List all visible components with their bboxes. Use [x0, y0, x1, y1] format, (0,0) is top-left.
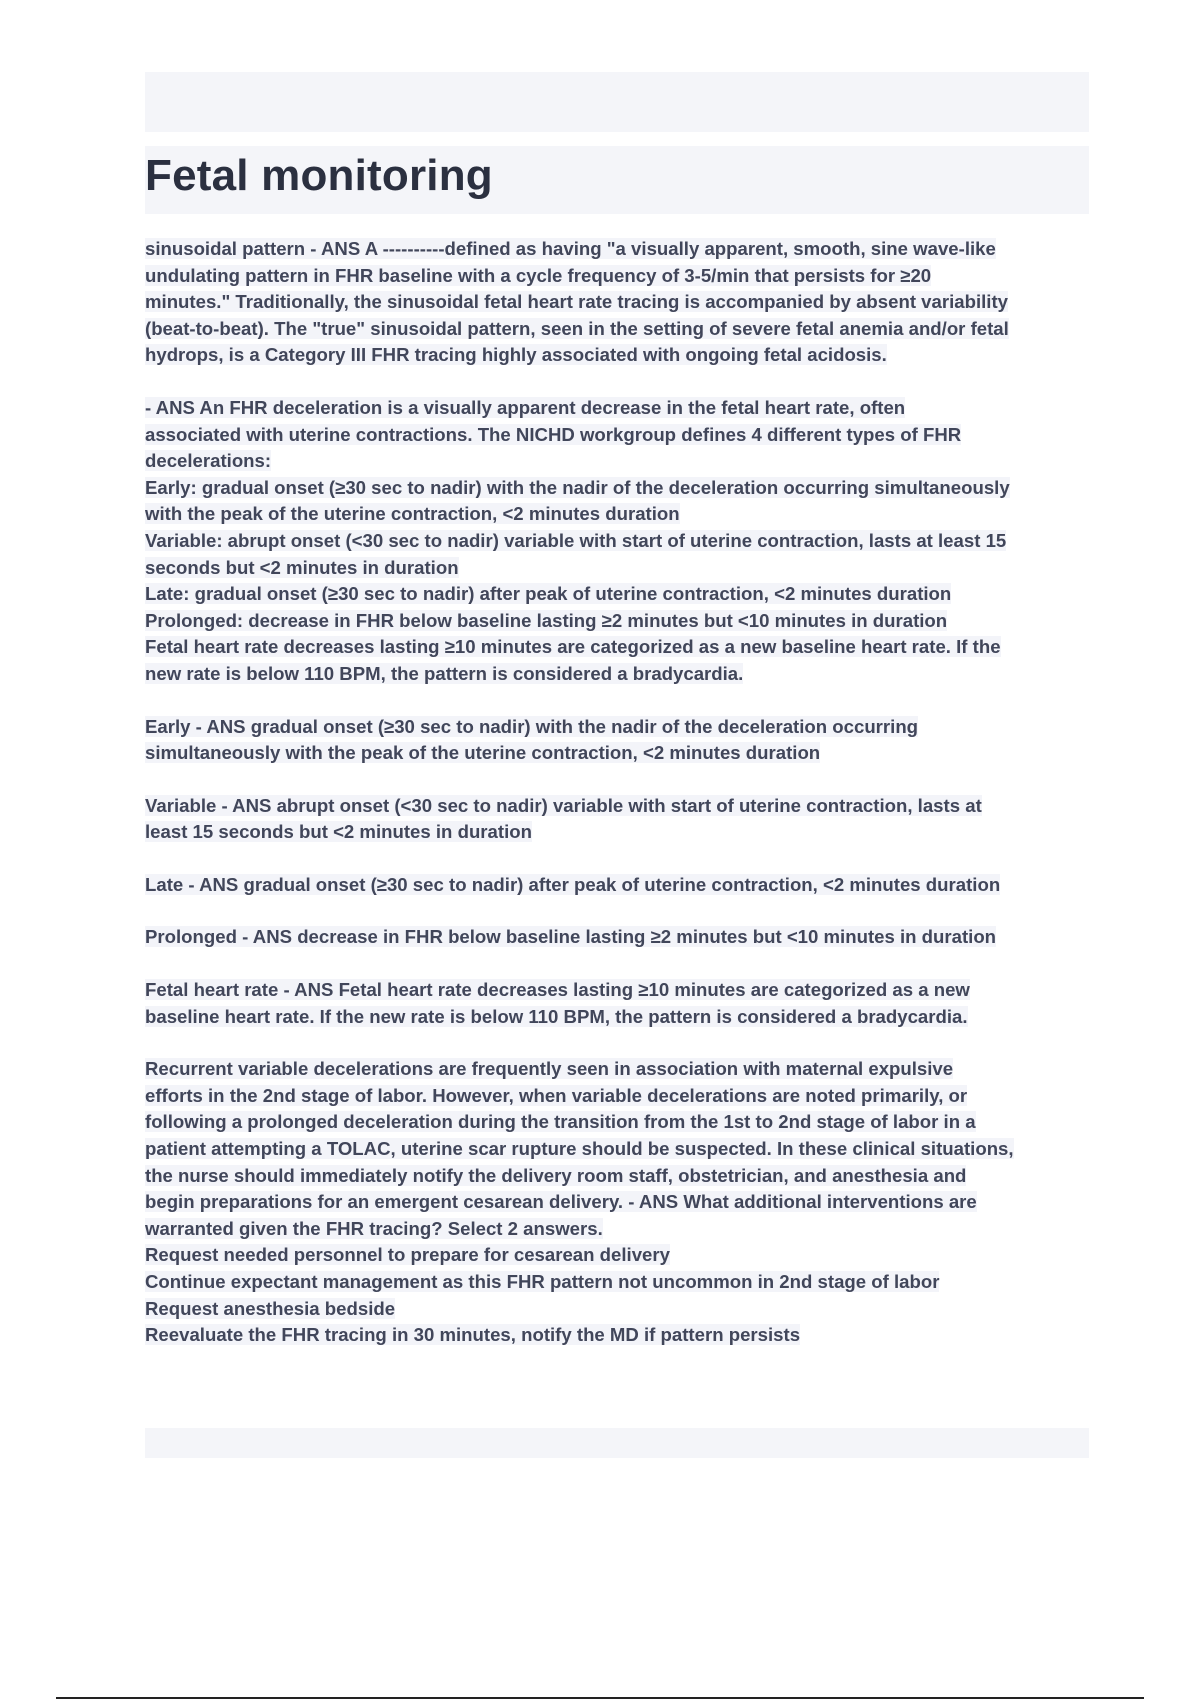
text-line [145, 1136, 1095, 1163]
text-line-content: baseline heart rate. If the new rate is below 110 BPM, the pattern is considered a bradycardia. [145, 1005, 968, 1027]
text-line-content: Prolonged - ANS decrease in FHR below baseline lasting ≥2 minutes but <10 minutes in duration [145, 926, 997, 948]
text-line [145, 395, 1095, 422]
text-line-content: decelerations: [145, 450, 272, 472]
text-line-content: Early - ANS gradual onset (≥30 sec to nadir) with the nadir of the deceleration occurring [145, 715, 919, 737]
text-line-content: Fetal heart rate - ANS Fetal heart rate decreases lasting ≥10 minutes are categorized as a new [145, 979, 970, 1001]
text-line [145, 793, 1095, 820]
paragraph [145, 1056, 1095, 1349]
text-line-content: Prolonged: decrease in FHR below baseline lasting ≥2 minutes but <10 minutes in duration [145, 609, 948, 631]
text-line-content: - ANS An FHR deceleration is a visually apparent decrease in the fetal heart rate, often [145, 396, 906, 418]
text-line [145, 1269, 1095, 1296]
paragraph [145, 872, 1095, 899]
text-line-content: Recurrent variable decelerations are frequently seen in association with maternal expulsive [145, 1058, 954, 1080]
text-line-content: Reevaluate the FHR tracing in 30 minutes, notify the MD if pattern persists [145, 1324, 801, 1346]
text-line [145, 501, 1095, 528]
text-line-content: Continue expectant management as this FHR pattern not uncommon in 2nd stage of labor [145, 1271, 940, 1292]
text-line [145, 289, 1095, 316]
paragraph [145, 793, 1095, 846]
text-line-content: begin preparations for an emergent cesarean delivery. - ANS What additional interventions are [145, 1191, 977, 1213]
document-body [145, 236, 1095, 1375]
text-line-content: Fetal heart rate decreases lasting ≥10 minutes are categorized as a new baseline heart rate. If the [145, 636, 1001, 658]
text-line-content: following a prolonged deceleration during the transition from the 1st to 2nd stage of labor in a [145, 1111, 976, 1133]
text-line [145, 1322, 1095, 1349]
text-line [145, 819, 1095, 846]
text-line [145, 661, 1095, 688]
page-title: Fetal monitoring [145, 151, 493, 200]
text-line-content: least 15 seconds but <2 minutes in duration [145, 821, 532, 843]
text-line-content: Request needed personnel to prepare for cesarean delivery [145, 1244, 670, 1266]
text-line [145, 555, 1095, 582]
text-line [145, 1242, 1095, 1269]
text-line [145, 316, 1095, 343]
text-line-content: patient attempting a TOLAC, uterine scar rupture should be suspected. In these clinical situations, [145, 1138, 1014, 1160]
text-line [145, 422, 1095, 449]
text-line-content: Late - ANS gradual onset (≥30 sec to nadir) after peak of uterine contraction, <2 minutes duration [145, 873, 1001, 895]
text-line [145, 1109, 1095, 1136]
text-line [145, 714, 1095, 741]
text-line-content: Request anesthesia bedside [145, 1297, 396, 1319]
text-line [145, 634, 1095, 661]
paragraph [145, 236, 1095, 369]
text-line [145, 740, 1095, 767]
text-line [145, 977, 1095, 1004]
bottom-rule [56, 1697, 1144, 1699]
text-line [145, 581, 1095, 608]
text-line-content: the nurse should immediately notify the delivery room staff, obstetrician, and anesthesia and [145, 1164, 967, 1186]
text-line [145, 608, 1095, 635]
text-line [145, 924, 1095, 951]
text-line [145, 1083, 1095, 1110]
text-line-content: warranted given the FHR tracing? Select 2 answers. [145, 1217, 603, 1239]
text-line-content: hydrops, is a Category III FHR tracing highly associated with ongoing fetal acidosis. [145, 344, 887, 366]
text-line [145, 236, 1095, 263]
text-line-content: associated with uterine contractions. The NICHD workgroup defines 4 different types of FHR [145, 423, 962, 445]
text-line-content: simultaneously with the peak of the uterine contraction, <2 minutes duration [145, 742, 821, 764]
text-line-content: sinusoidal pattern - ANS A ----------defined as having "a visually apparent, smooth, sine wave-like [145, 238, 996, 259]
text-line [145, 1296, 1095, 1323]
text-line [145, 528, 1095, 555]
footer-band [145, 1428, 1089, 1458]
paragraph [145, 714, 1095, 767]
text-line [145, 263, 1095, 290]
text-line-content: (beat-to-beat). The "true" sinusoidal pattern, seen in the setting of severe fetal anemia and/or fetal [145, 317, 1009, 339]
text-line-content: new rate is below 110 BPM, the pattern is considered a bradycardia. [145, 662, 744, 684]
text-line-content: Variable: abrupt onset (<30 sec to nadir) variable with start of uterine contraction, lasts at least 15 [145, 529, 1007, 551]
text-line [145, 448, 1095, 475]
paragraph [145, 977, 1095, 1030]
text-line [145, 475, 1095, 502]
text-line [145, 1163, 1095, 1190]
header-band [145, 72, 1089, 132]
text-line-content: Early: gradual onset (≥30 sec to nadir) with the nadir of the deceleration occurring simultaneously [145, 476, 1010, 498]
text-line [145, 342, 1095, 369]
text-line-content: undulating pattern in FHR baseline with a cycle frequency of 3-5/min that persists for ≥20 [145, 264, 932, 286]
text-line-content: efforts in the 2nd stage of labor. However, when variable decelerations are noted primarily, or [145, 1084, 968, 1106]
text-line [145, 1056, 1095, 1083]
paragraph [145, 395, 1095, 688]
text-line [145, 872, 1095, 899]
text-line-content: with the peak of the uterine contraction, <2 minutes duration [145, 503, 680, 525]
text-line [145, 1189, 1095, 1216]
text-line [145, 1004, 1095, 1031]
text-line-content: Variable - ANS abrupt onset (<30 sec to nadir) variable with start of uterine contraction, lasts at [145, 794, 982, 816]
text-line-content: seconds but <2 minutes in duration [145, 556, 459, 578]
text-line [145, 1216, 1095, 1243]
text-line-content: minutes." Traditionally, the sinusoidal fetal heart rate tracing is accompanied by absent variability [145, 291, 1008, 313]
text-line-content: Late: gradual onset (≥30 sec to nadir) after peak of uterine contraction, <2 minutes duration [145, 583, 952, 605]
paragraph [145, 924, 1095, 951]
